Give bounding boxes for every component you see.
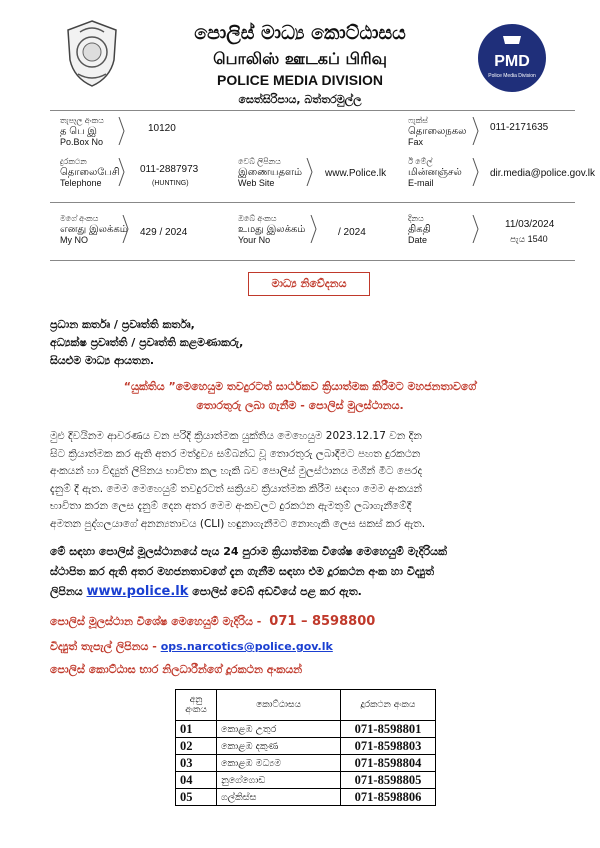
col-header-serial: අනු අංකය (176, 690, 217, 721)
subject-line-1: “යුක්තිය ”මෙහෙයුම තවදුරටත් සාර්ථකව ක්‍රියාත්මක කිරීමට මහජනතාවගේ (123, 380, 477, 393)
website-link[interactable]: www.police.lk (86, 584, 189, 599)
telephone-value: 011-2887973 (140, 164, 199, 175)
ops-email-link[interactable]: ops.narcotics@police.gov.lk (160, 640, 333, 653)
recipient-line: අධ්‍යක්ෂ ප්‍රවෘත්ති / ප්‍රවෘත්ති කළමණාකරු, (50, 336, 244, 349)
telephone-label: දුරකථන தொலைபேசி Telephone (60, 157, 120, 188)
pmd-logo-text: PMD (494, 53, 530, 70)
table-row (176, 738, 436, 755)
subject-line-2: තොරතුරු ලබා ගැනීම - පොලිස් මුලස්ථානය. (196, 399, 404, 412)
fax-label: ෆැක්ස් தொலைநகல Fax (408, 116, 467, 147)
phone-cell[interactable]: 071-8598803 (341, 738, 436, 755)
table-row (176, 721, 436, 738)
my-no-label: මගේ අංකය எனது இலக்கம் My NO (60, 214, 128, 245)
your-no-value: / 2024 (338, 227, 366, 238)
table-header-row (176, 690, 436, 721)
recipient-line: ප්‍රධාන කර්තෘ / ප්‍රවෘත්ති කර්තෘ, (50, 318, 195, 331)
body-paragraph-1: මුළු දිවයිනම ආවරණය වන පරිදි ක්‍රියාත්මක යුක්තිය මෙහෙයුම 2023.12.17 වන දින සිට ක්‍රියාත්මක කර ඇති අතර මත්ද්‍රව්‍ය සම්බන්ධ වූ තොරතුරු ලබාදීමට පහත දුරකථන අංකයන් හා විද්‍යුත් ලිපිනය භාවිතා කල හැකි බව පොලිස් මුලස්ථානය මගින් මීට පෙරද දැනුම් දී ඇත. මෙම මෙහෙයුම් තවදුරටත් සක්‍රියව ක්‍රියාත්මක කිරීම සඳහා මෙම අංකයන් භාවිතා කරන ලෙස දැනුම් දෙන අතර මෙම අංකවලට දුරකථන ඇමතුම් ලබාගැනීමේදී අමතන පුද්ගලයාගේ අනන්‍යතාවය (CLI) හඳුනාගැනීමට නොහැකි ලෙස සකස් කර ඇත. (50, 430, 426, 530)
fax-value: 011-2171635 (490, 122, 549, 133)
bracket (118, 117, 128, 145)
bracket (306, 158, 316, 186)
date-label: දිනය திகதி Date (408, 214, 431, 245)
pobox-label: තැපෑල අංකය த பெ இ Po.Box No (60, 116, 104, 147)
divider (50, 110, 575, 111)
website-label: වෙබ් ලිපිනය இணையதளம் Web Site (238, 157, 303, 188)
division-cell: නුගේගොඩ (217, 772, 341, 789)
time-value: පැය 1540 (510, 234, 548, 244)
table-row (176, 755, 436, 772)
title-english: POLICE MEDIA DIVISION (217, 72, 383, 88)
directory-heading: පොලිස් කොට්ඨාස භාර නිලධාරීන්ගේ දූරකථන අංකයන් (50, 663, 303, 676)
serial-cell: 05 (176, 789, 217, 806)
my-no-value: 429 / 2024 (140, 227, 188, 238)
bracket (310, 215, 320, 243)
phone-cell[interactable]: 071-8598806 (341, 789, 436, 806)
address: සෙත්සිරිපාය, බත්තරමුල්ල (238, 93, 362, 106)
email-line: විද්‍යුත් තැපැල් ලිපිනය - ops.narcotics@police.gov.lk (50, 640, 333, 653)
hotline-line: පොලිස් මූලස්ථාන විශේෂ මෙහෙයුම් මැදිරිය - 071 – 8598800 (50, 614, 376, 629)
phone-cell[interactable]: 071-8598804 (341, 755, 436, 772)
table-row (176, 772, 436, 789)
bracket (118, 158, 128, 186)
serial-cell: 02 (176, 738, 217, 755)
email-label: ඊ මේල් மின்னஞ்சல் E-mail (408, 157, 462, 188)
serial-cell: 04 (176, 772, 217, 789)
date-value: 11/03/2024 (505, 219, 555, 230)
col-header-phone: දූරකථන අංකය (341, 690, 436, 721)
division-cell: ගල්කිස්ස (217, 789, 341, 806)
bracket (472, 117, 482, 145)
pmd-logo-subtext: Police Media Division (488, 73, 536, 79)
your-no-label: ඔබේ අංකය உமது இலக்கம் Your No (238, 214, 306, 245)
recipient-line: සියළුම මාධ්‍ය ආයතන. (50, 354, 155, 367)
email-value[interactable]: dir.media@police.gov.lk (490, 168, 596, 179)
divider (50, 202, 575, 203)
division-cell: කොළඹ දකුණ (217, 738, 341, 755)
phone-cell[interactable]: 071-8598801 (341, 721, 436, 738)
telephone-note: (HUNTING) (152, 180, 189, 187)
body-paragraph-2: මේ සඳහා පොලිස් මූලස්ථානයේ පැය 24 පුරාම ක්‍රියාත්මක විශේෂ මෙහෙයුම් මැදිරියක් ස්ථාපිත කර ඇති අතර මහජනතාවගේ දැන ගැනීම සඳහා එම දූරකථන අංක හා විද්‍යුත් ලිපිනය www.police.lk පොලිස් වෙබ් අඩවියේ පළ කර ඇත. (50, 545, 447, 599)
pobox-value: 10120 (148, 123, 176, 134)
division-cell: කොළඹ මධ්‍යම (217, 755, 341, 772)
table-row (176, 789, 436, 806)
bracket (472, 215, 482, 243)
serial-cell: 03 (176, 755, 217, 772)
bracket (472, 158, 482, 186)
contact-table (175, 689, 436, 806)
title-sinhala: පොලිස් මාධ්‍ය කොට්ඨාසය (194, 22, 406, 44)
serial-cell: 01 (176, 721, 217, 738)
website-value[interactable]: www.Police.lk (325, 168, 387, 179)
bracket (122, 215, 132, 243)
document-title: මාධ්‍ය නිවේදනය (248, 272, 370, 296)
hotline-number[interactable]: 071 – 8598800 (269, 614, 376, 629)
phone-cell[interactable]: 071-8598805 (341, 772, 436, 789)
divider (50, 260, 575, 261)
division-cell: කොළඹ උතුර (217, 721, 341, 738)
col-header-division: කොට්ඨාසය (217, 690, 341, 721)
title-tamil: பொலிஸ் ஊடகப் பிரிவு (213, 49, 387, 68)
